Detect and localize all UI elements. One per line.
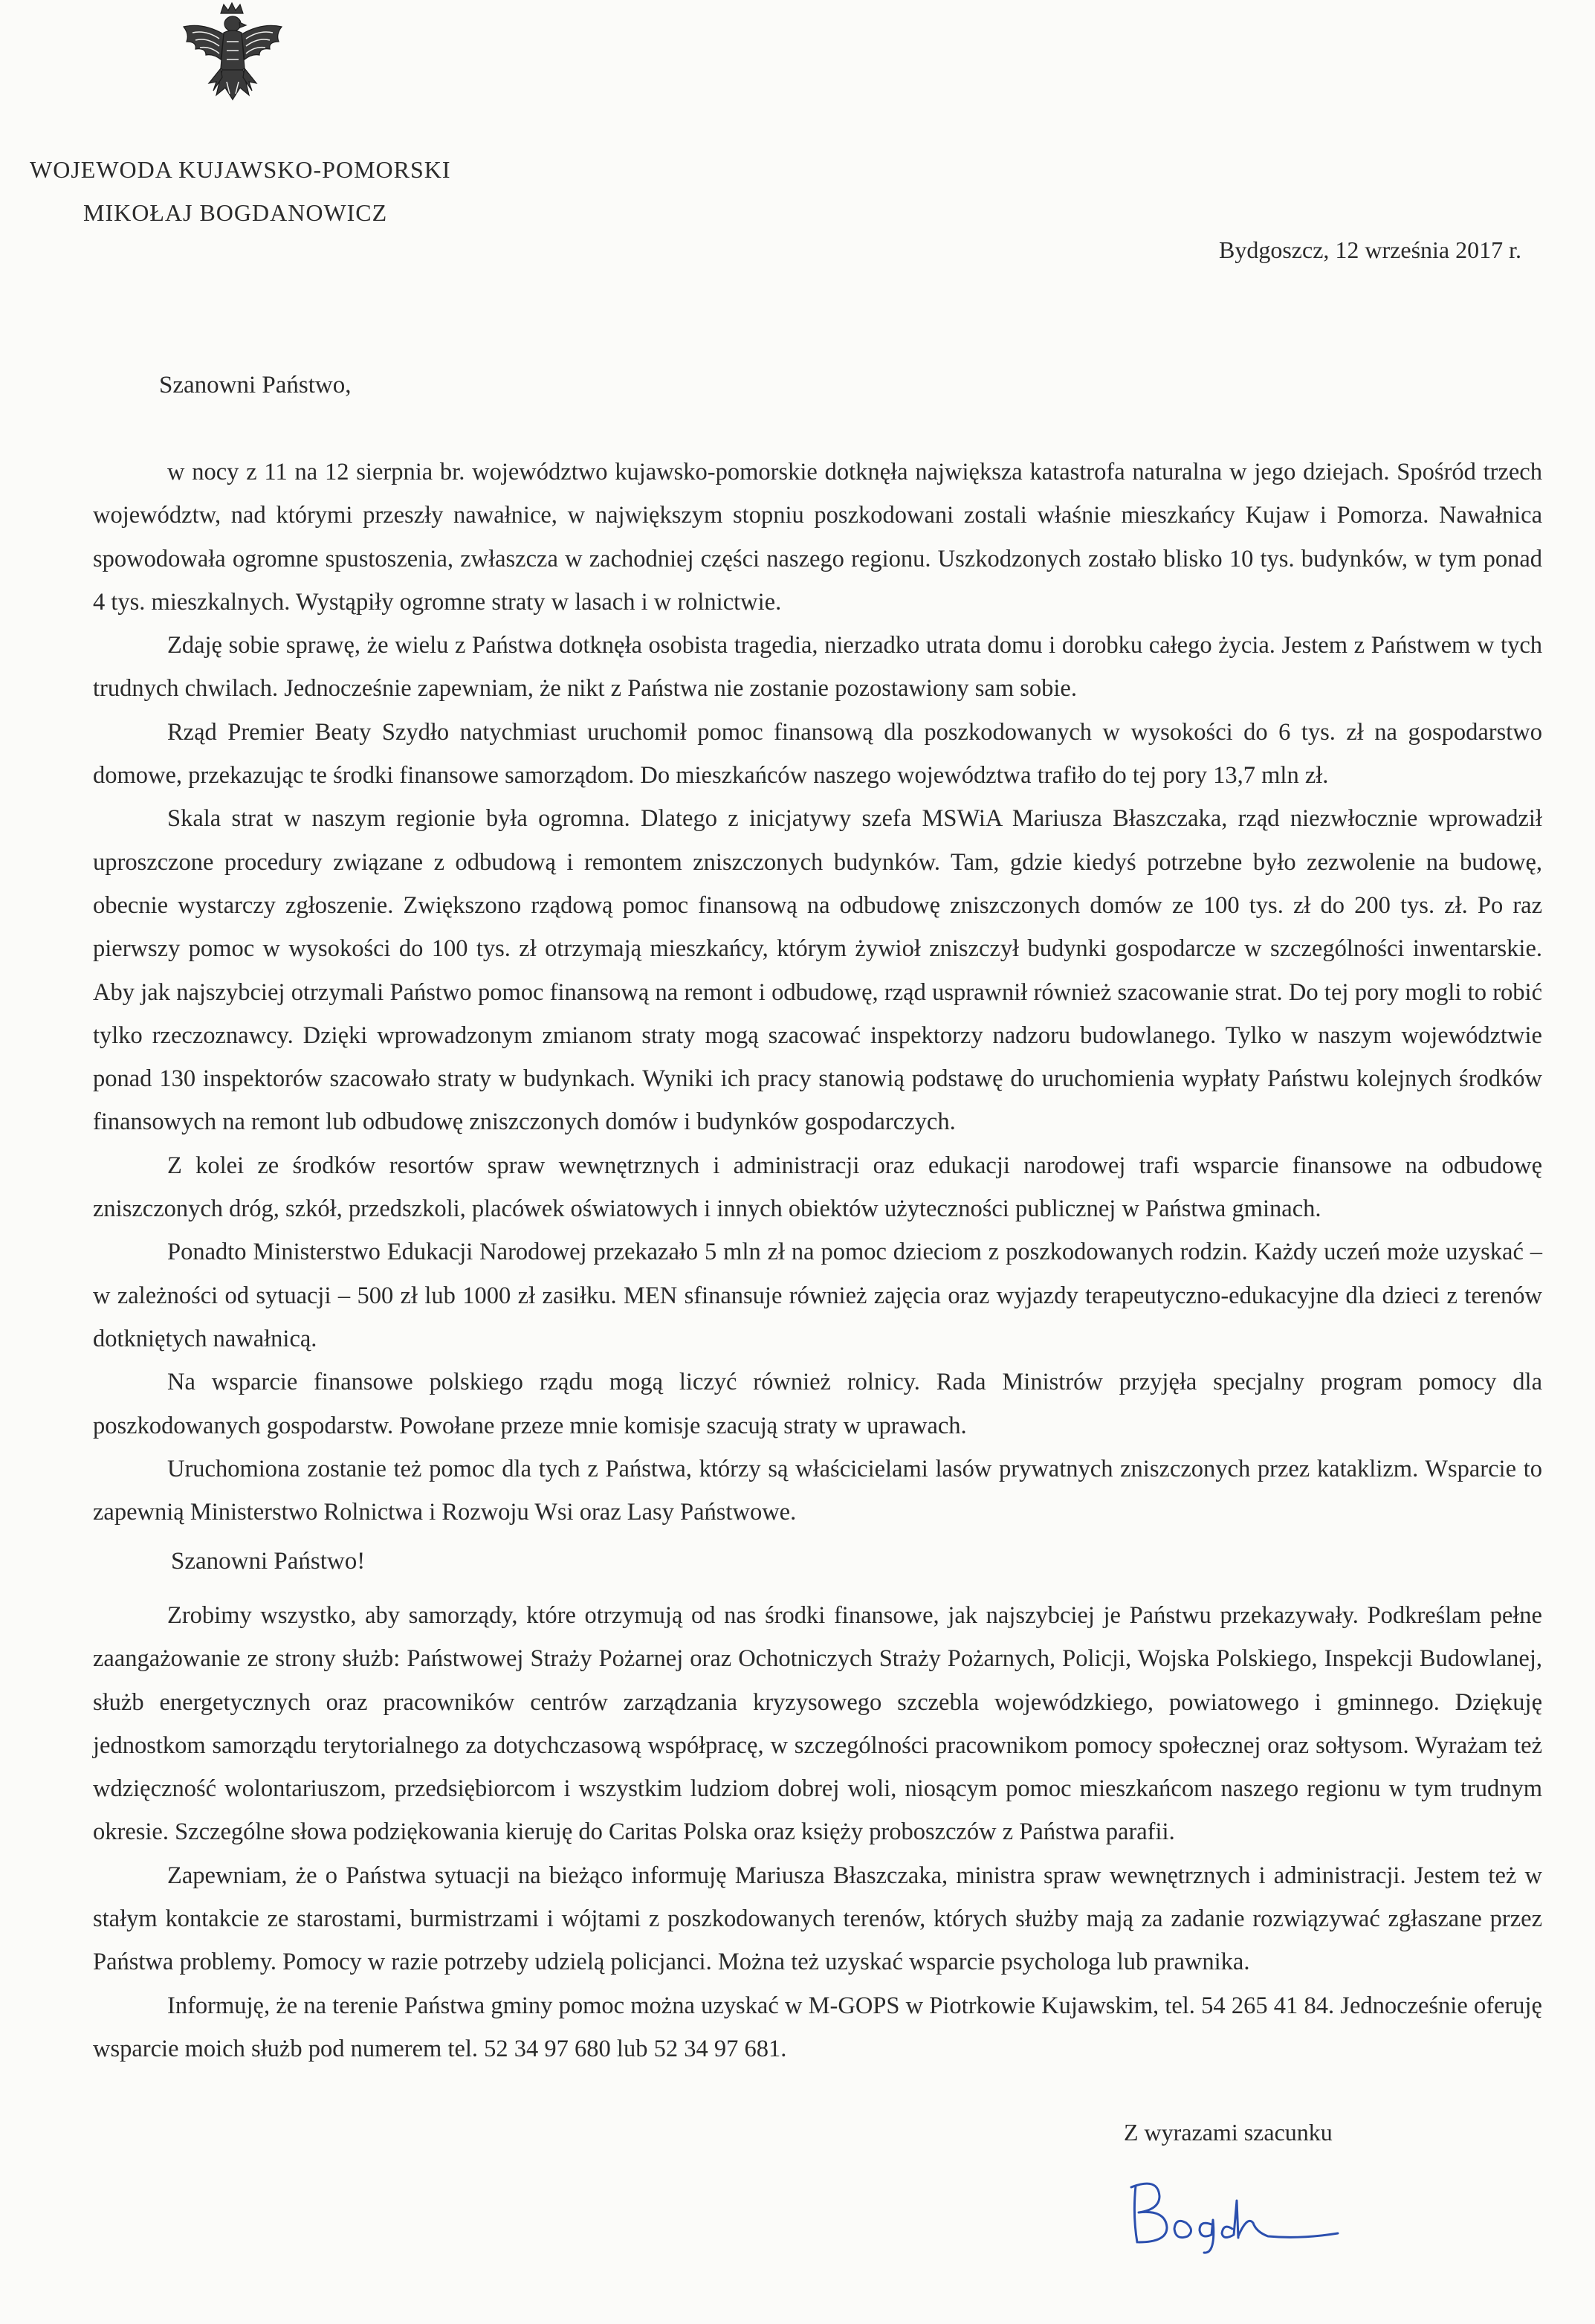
paragraph: Informuję, że na terenie Państwa gminy pomoc można uzyskać w M-GOPS w Piotrkowie Kujawskim, tel. 54 265 41 84. Jednocześnie oferuję wsparcie moich służb pod numerem tel. 52 34 97 680 lub 52 34 97 681.: [93, 1992, 1542, 2062]
salutation-opening: Szanowni Państwo,: [159, 372, 352, 398]
paragraph: Zapewniam, że o Państwa sytuacji na bieżąco informuję Mariusza Błaszczaka, ministra spraw wewnętrznych i administracji. Jestem też w stałym kontakcie ze starostami, burmistrzami i wójtami z poszkodowanych terenów, których służby mają za zadanie rozwiązywać zgłaszane przez Państwa problemy. Pomocy w razie potrzeby udzielą policjanci. Można też uzyskać wsparcie psychologa lub prawnika.: [93, 1862, 1542, 1976]
paragraph: Rząd Premier Beaty Szydło natychmiast uruchomił pomoc finansową dla poszkodowanych w wysokości do 6 tys. zł na gospodarstwo domowe, przekazując te środki finansowe samorządom. Do mieszkańców naszego województwa trafiło do tej pory 13,7 mln zł.: [93, 718, 1542, 790]
letter-body-part-1: [93, 451, 1542, 1534]
official-name: MIKOŁAJ BOGDANOWICZ: [83, 199, 388, 226]
paragraph: Zdaję sobie sprawę, że wielu z Państwa dotknęła osobista tragedia, nierzadko utrata domu i dorobku całego życia. Jestem z Państwem w tych trudnych chwilach. Jednocześnie zapewniam, że nikt z Państwa nie zostanie pozostawiony sam sobie.: [93, 632, 1542, 703]
paragraph: Zrobimy wszystko, aby samorządy, które otrzymują od nas środki finansowe, jak najszybciej je Państwu przekazywały. Podkreślam pełne zaangażowanie ze strony służb: Państwowej Straży Pożarnej oraz Ochotniczych Straży Pożarnych, Policji, Wojska Polskiego, Inspekcji Budowlanej, służb energetycznych oraz pracowników centrów zarządzania kryzysowego szczebla wojewódzkiego, powiatowego i gminnego. Dziękuję jednostkom samorządu terytorialnego za dotychczasową współpracę, w szczególności pracownikom pomocy społecznej oraz sołtysom. Wyrażam też wdzięczność wolontariuszom, przedsiębiorcom i wszystkim ludziom dobrej woli, niosącym pomoc mieszkańcom naszego regionu w tym trudnym okresie. Szczególne słowa podziękowania kieruję do Caritas Polska oraz księży proboszczów z Państwa parafii.: [93, 1602, 1542, 1846]
paragraph: Ponadto Ministerstwo Edukacji Narodowej przekazało 5 mln zł na pomoc dzieciom z poszkodowanych rodzin. Każdy uczeń może uzyskać – w zależności od sytuacji – 500 zł lub 1000 zł zasiłku. MEN sfinansuje również zajęcia oraz wyjazdy terapeutyczno-edukacyjne dla dzieci z terenów dotkniętych nawałnicą.: [93, 1239, 1542, 1352]
paragraph: Uruchomiona zostanie też pomoc dla tych z Państwa, którzy są właścicielami lasów prywatnych zniszczonych przez kataklizm. Wsparcie to zapewnią Ministerstwo Rolnictwa i Rozwoju Wsi oraz Lasy Państwowe.: [93, 1455, 1542, 1526]
salutation-second: Szanowni Państwo!: [171, 1548, 366, 1575]
office-title: WOJEWODA KUJAWSKO-POMORSKI: [30, 156, 451, 183]
paragraph: Z kolei ze środków resortów spraw wewnętrznych i administracji oraz edukacji narodowej trafi wsparcie finansowe na odbudowę zniszczonych dróg, szkół, przedszkoli, placówek oświatowych i innych obiektów użyteczności publicznej w Państwa gminach.: [93, 1152, 1542, 1223]
paragraph: w nocy z 11 na 12 sierpnia br. województwo kujawsko-pomorskie dotknęła największa katastrofa naturalna w jego dziejach. Spośród trzech województw, nad którymi przeszły nawałnice, w największym stopniu poszkodowani zostali właśnie mieszkańcy Kujaw i Pomorza. Nawałnica spowodowała ogromne spustoszenia, zwłaszcza w zachodniej części naszego regionu. Uszkodzonych zostało blisko 10 tys. budynków, w tym ponad 4 tys. mieszkalnych. Wystąpiły ogromne straty w lasach i w rolnictwie.: [93, 459, 1542, 616]
paragraph: Na wsparcie finansowe polskiego rządu mogą liczyć również rolnicy. Rada Ministrów przyjęła specjalny program pomocy dla poszkodowanych gospodarstw. Powołane przeze mnie komisje szacują straty w uprawach.: [93, 1369, 1542, 1439]
paragraph: Skala strat w naszym regionie była ogromna. Dlatego z inicjatywy szefa MSWiA Mariusza Błaszczaka, rząd niezwłocznie wprowadził uproszczone procedury związane z odbudową i remontem zniszczonych budynków. Tam, gdzie kiedyś potrzebne było zezwolenie na budowę, obecnie wystarczy zgłoszenie. Zwiększono rządową pomoc finansową na odbudowę zniszczonych domów ze 100 tys. zł do 200 tys. zł. Po raz pierwszy pomoc w wysokości do 100 tys. zł otrzymają mieszkańcy, którym żywioł zniszczył budynki gospodarcze w szczególności inwentarskie. Aby jak najszybciej otrzymali Państwo pomoc finansową na remont i odbudowę, rząd usprawnił również szacowanie strat. Do tej pory mogli to robić tylko rzeczoznawcy. Dzięki wprowadzonym zmianom straty mogą szacować inspektorzy nadzoru budowlanego. Tylko w naszym województwie ponad 130 inspektorów szacowało straty w budynkach. Wyniki ich pracy stanowią podstawę do uruchomienia wypłaty Państwu kolejnych środków finansowych na remont lub odbudowę zniszczonych domów i budynków gospodarczych.: [93, 805, 1542, 1136]
letter-body-part-2: [93, 1594, 1542, 2070]
place-and-date: Bydgoszcz, 12 września 2017 r.: [1219, 236, 1522, 263]
polish-eagle-emblem-icon: [167, 0, 297, 119]
handwritten-signature: [1122, 2171, 1360, 2260]
closing-phrase: Z wyrazami szacunku: [1124, 2119, 1333, 2146]
